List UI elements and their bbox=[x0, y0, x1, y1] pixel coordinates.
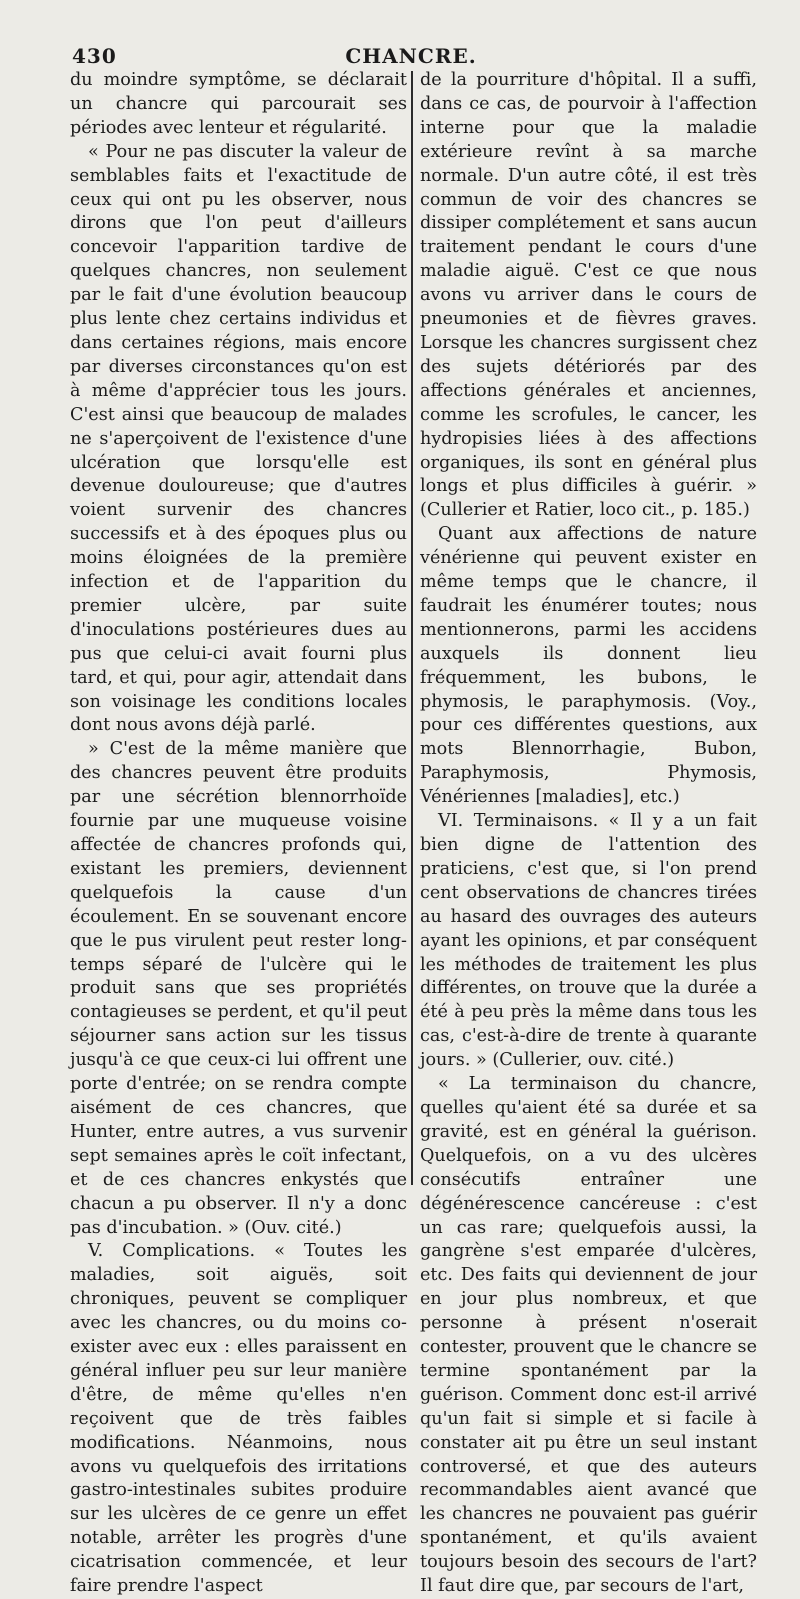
column-divider bbox=[411, 71, 413, 1185]
page-header bbox=[70, 40, 752, 68]
right-column bbox=[420, 69, 757, 1599]
page-number: 430 bbox=[72, 44, 117, 68]
paragraph: « La terminaison du chancre, quelles qu'aient été sa durée et sa gravité, est en général la guérison. Quelquefois, on a vu des ulcères consécutifs entraîner une dégénérescence cancéreuse : c'est un cas rare; quelquefois aussi, la gangrène s'est emparée d'ulcères, etc. Des faits qui deviennent de jour en jour plus nombreux, et que personne à présent n'oserait contester, prouvent que le chancre se termine spontanément par la guérison. Comment donc est-il arrivé qu'un fait si simple et si facile à constater ait pu être un seul instant controversé, et que des auteurs recommandables aient avancé que les chancres ne pouvaient pas guérir spontanément, et qu'ils avaient toujours besoin des secours de l'art? Il faut dire que, par secours de l'art, bbox=[420, 1074, 757, 1597]
paragraph: » C'est de la même manière que des chancres peuvent être produits par une sécrétion blennorrhoïde fournie par une muqueuse voisine affectée de chancres profonds qui, existant les premiers, deviennent quelquefois la cause d'un écoulement. En se souvenant encore que le pus virulent peut rester long-temps séparé de l'ulcère qui le produit sans que ses propriétés contagieuses se perdent, et qu'il peut séjourner sans action sur les tissus jusqu'à ce que ceux-ci lui offrent une porte d'entrée; on se rendra compte aisément de ces chancres, que Hunter, entre autres, a vus survenir sept semaines après le coït infectant, et de ces chancres enkystés que chacun a pu observer. Il n'y a donc pas d'incubation. » (Ouv. cité.) bbox=[70, 739, 407, 1238]
paragraph: « Pour ne pas discuter la valeur de semblables faits et l'exactitude de ceux qui ont pu les observer, nous dirons que l'on peut d'ailleurs concevoir l'apparition tardive de quelques chancres, non seulement par le fait d'une évolution beaucoup plus lente chez certains individus et dans certaines régions, mais encore par diverses circonstances qu'on est à même d'apprécier tous les jours. C'est ainsi que beaucoup de malades ne s'aperçoivent de l'existence d'une ulcération que lorsqu'elle est devenue douloureuse; que d'autres voient survenir des chancres successifs et à des époques plus ou moins éloignées de la première infection et de l'apparition du premier ulcère, par suite d'inoculations postérieures dues au pus que celui-ci avait fourni plus tard, et qui, pour agir, attendait dans son voisinage les conditions locales dont nous avons déjà parlé. bbox=[70, 141, 407, 736]
paragraph: VI. Terminaisons. « Il y a un fait bien digne de l'attention des praticiens, c'est que, si l'on prend cent observations de chancres tirées au hasard des ouvrages des auteurs ayant les opinions, et par conséquent les méthodes de traitement les plus différentes, on trouve que la durée a été à peu près la même dans tous les cas, c'est-à-dire de trente à quarante jours. » (Cullerier, ouv. cité.) bbox=[420, 811, 757, 1071]
running-title: CHANCRE. bbox=[345, 44, 477, 68]
left-column bbox=[70, 69, 407, 1599]
paragraph: V. Complications. « Toutes les maladies, soit aiguës, soit chroniques, peuvent se compliquer avec les chancres, ou du moins co-exister avec eux : elles paraissent en général influer peu sur leur manière d'être, de même qu'elles n'en reçoivent que de très faibles modifications. Néanmoins, nous avons vu quelquefois des irritations gastro-intestinales subites produire sur les ulcères de ce genre un effet notable, arrêter les progrès d'une cicatrisation commencée, et leur faire prendre l'aspect bbox=[70, 1241, 407, 1597]
paragraph: de la pourriture d'hôpital. Il a suffi, dans ce cas, de pourvoir à l'affection interne pour que la maladie extérieure revînt à sa marche normale. D'un autre côté, il est très commun de voir des chancres se dissiper complétement et sans aucun traitement pendant le cours d'une maladie aiguë. C'est ce que nous avons vu arriver dans le cours de pneumonies et de fièvres graves. Lorsque les chancres surgissent chez des sujets détériorés par des affections générales et anciennes, comme les scrofules, le cancer, les hydropisies liées à des affections organiques, ils sont en général plus longs et plus difficiles à guérir. » (Cullerier et Ratier, loco cit., p. 185.) bbox=[420, 70, 757, 521]
paragraph: Quant aux affections de nature vénérienne qui peuvent exister en même temps que le chancre, il faudrait les énumérer toutes; nous mentionnerons, parmi les accidens auxquels ils donnent lieu fréquemment, les bubons, le phymosis, le paraphymosis. (Voy., pour ces différentes questions, aux mots Blennorrhagie, Bubon, Paraphymosis, Phymosis, Vénériennes [maladies], etc.) bbox=[420, 524, 757, 808]
paragraph: du moindre symptôme, se déclarait un chancre qui parcourait ses périodes avec lenteur et régularité. bbox=[70, 70, 407, 138]
